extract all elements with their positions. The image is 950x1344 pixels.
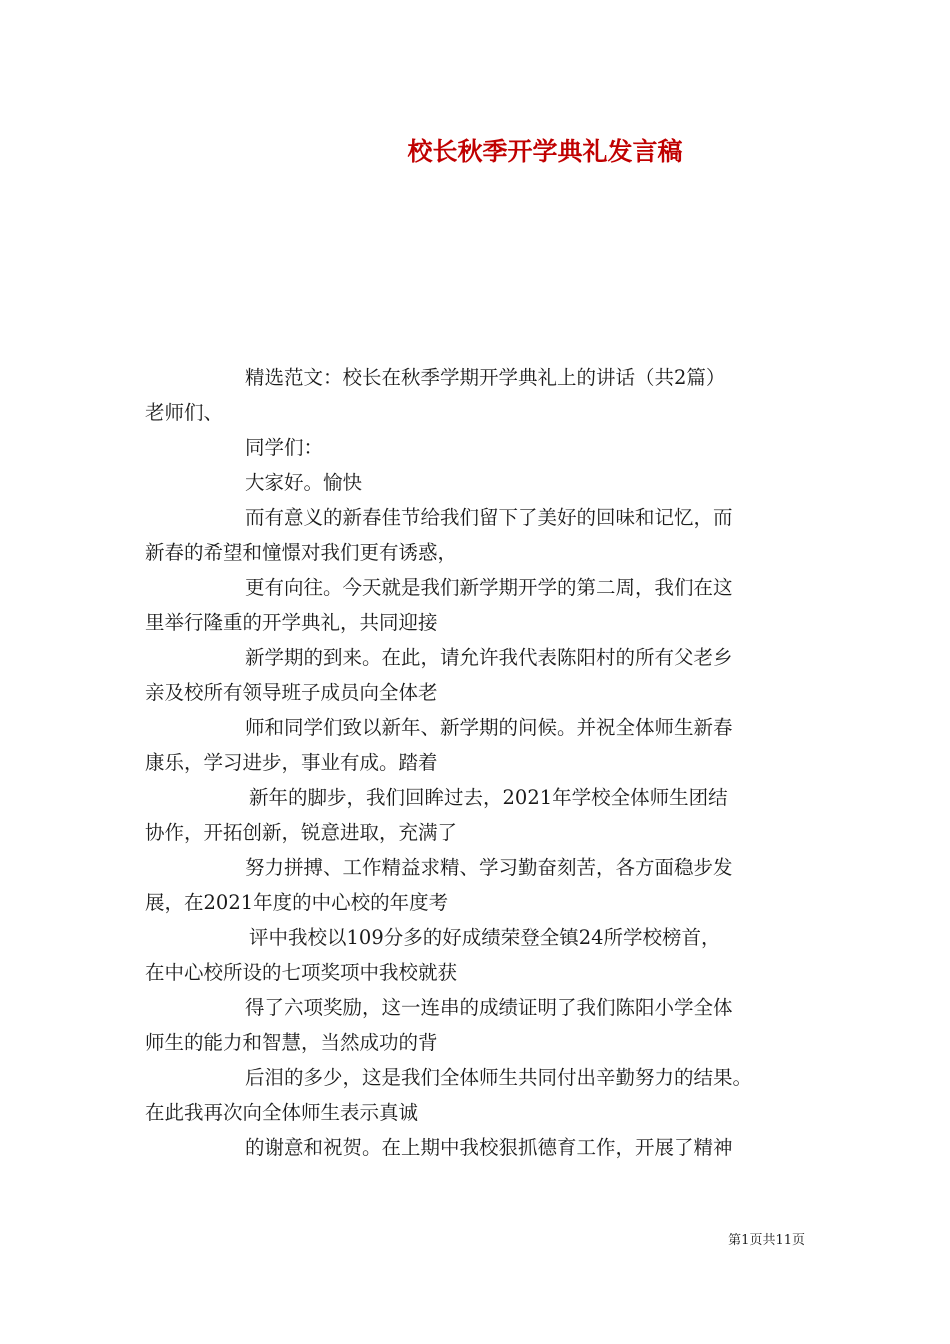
paragraph-line: 新年的脚步，我们回眸过去，2021年学校全体师生团结 bbox=[249, 786, 728, 809]
paragraph-line: 评中我校以109分多的好成绩荣登全镇24所学校榜首， bbox=[249, 926, 721, 949]
paragraph-line: 协作，开拓创新，锐意进取，充满了 bbox=[145, 821, 458, 844]
paragraph-line: 展，在2021年度的中心校的年度考 bbox=[145, 891, 449, 914]
page-number: 第1页共11页 bbox=[728, 1233, 805, 1248]
document-body bbox=[145, 360, 810, 1165]
paragraph-line: 里举行隆重的开学典礼，共同迎接 bbox=[145, 611, 438, 634]
paragraph-line: 后泪的多少，这是我们全体师生共同付出辛勤努力的结果。 bbox=[245, 1066, 753, 1089]
paragraph-line: 师生的能力和智慧，当然成功的背 bbox=[145, 1031, 438, 1054]
paragraph-line: 师和同学们致以新年、新学期的问候。并祝全体师生新春 bbox=[245, 716, 733, 739]
paragraph-line: 而有意义的新春佳节给我们留下了美好的回味和记忆，而 bbox=[245, 506, 733, 529]
paragraph-line: 得了六项奖励，这一连串的成绩证明了我们陈阳小学全体 bbox=[245, 996, 733, 1019]
paragraph-line: 老师们、 bbox=[145, 401, 224, 424]
paragraph-line: 亲及校所有领导班子成员向全体老 bbox=[145, 681, 438, 704]
paragraph-line: 在中心校所设的七项奖项中我校就获 bbox=[145, 961, 458, 984]
paragraph-line: 同学们： bbox=[245, 436, 324, 459]
document-title: 校长秋季开学典礼发言稿 bbox=[407, 137, 683, 166]
paragraph-line: 精选范文：校长在秋季学期开学典礼上的讲话（共2篇） bbox=[245, 366, 726, 389]
paragraph-line: 努力拼搏、工作精益求精、学习勤奋刻苦，各方面稳步发 bbox=[245, 856, 733, 879]
paragraph-line: 在此我再次向全体师生表示真诚 bbox=[145, 1101, 419, 1124]
paragraph-line: 新学期的到来。在此，请允许我代表陈阳村的所有父老乡 bbox=[245, 646, 733, 669]
paragraph-line: 的谢意和祝贺。在上期中我校狠抓德育工作，开展了精神 bbox=[245, 1136, 733, 1159]
paragraph-line: 更有向往。今天就是我们新学期开学的第二周，我们在这 bbox=[245, 576, 733, 599]
paragraph-line: 康乐，学习进步，事业有成。踏着 bbox=[145, 751, 438, 774]
paragraph-line: 新春的希望和憧憬对我们更有诱惑， bbox=[145, 541, 458, 564]
paragraph-line: 大家好。愉快 bbox=[245, 471, 363, 494]
